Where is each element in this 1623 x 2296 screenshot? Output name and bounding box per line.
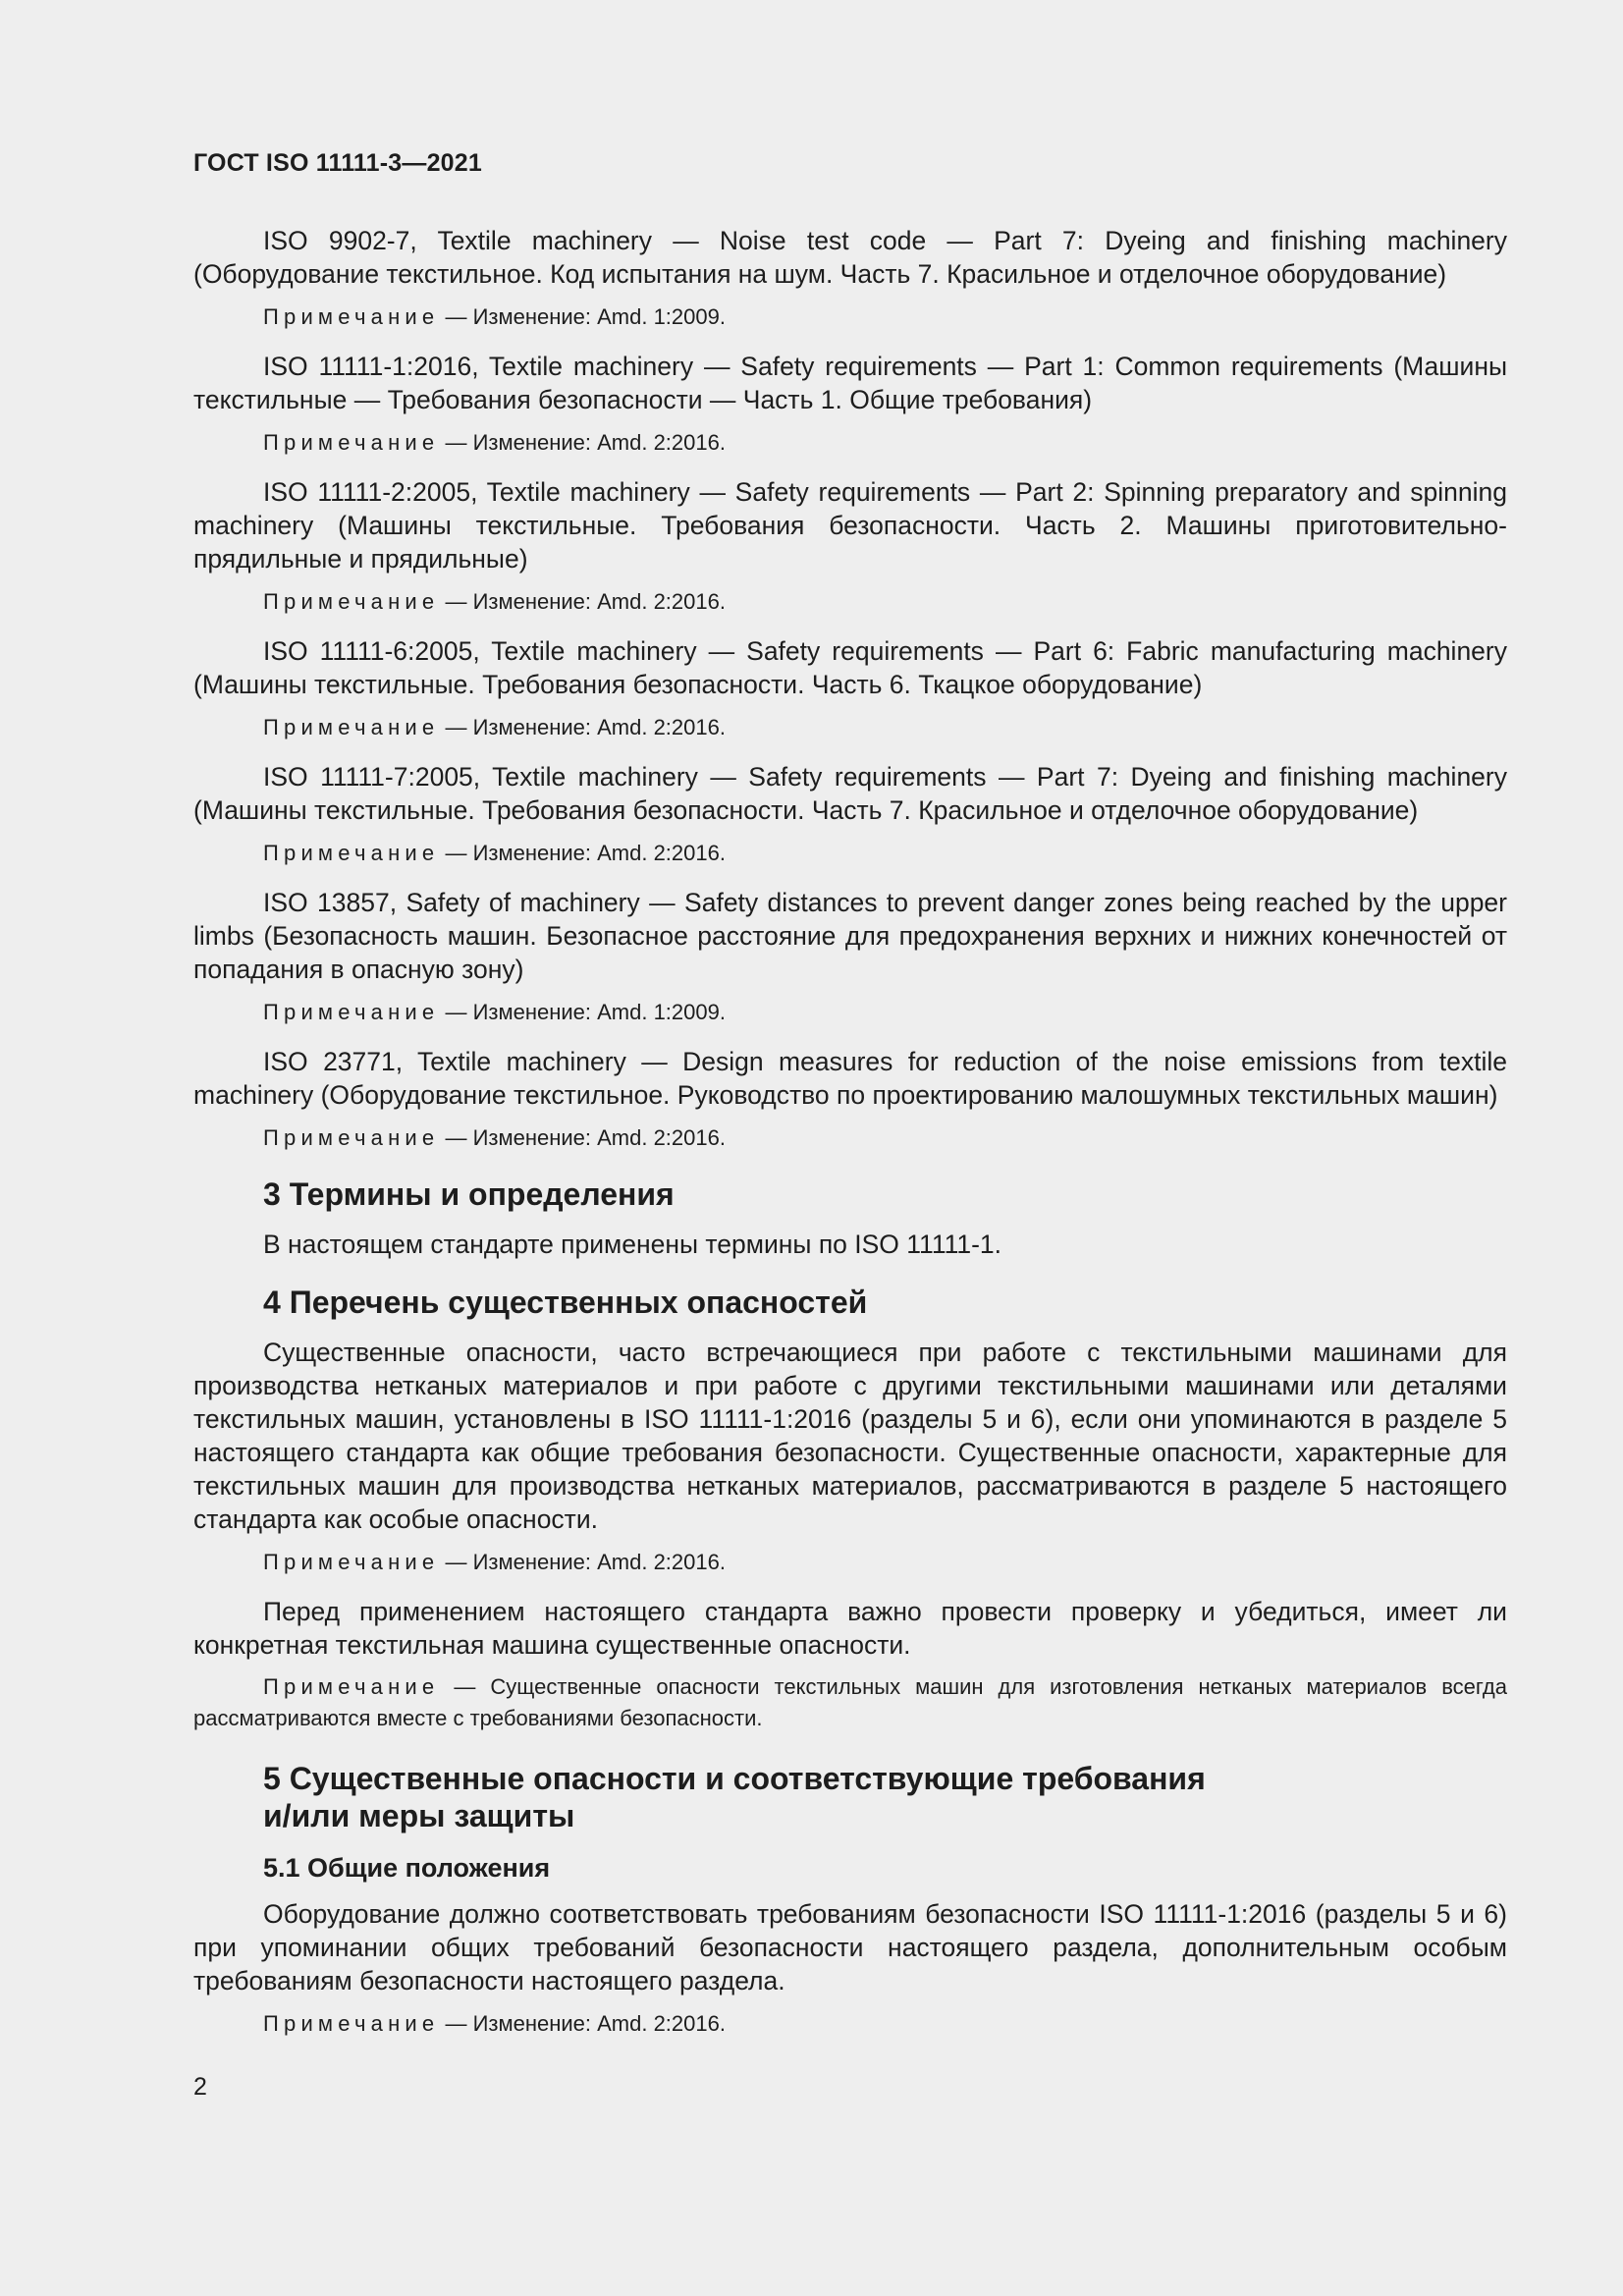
- document-header: ГОСТ ISO 11111-3—2021: [193, 149, 482, 177]
- note-label: Примечание: [263, 304, 440, 329]
- note-label: Примечание: [263, 1000, 440, 1024]
- subsection-5-1-note: [193, 2009, 1507, 2039]
- note-text: — Изменение: Amd. 2:2016.: [439, 841, 726, 865]
- reference-note: [193, 428, 1507, 458]
- section-5-heading-line-2: и/или меры защиты: [263, 1798, 575, 1833]
- note-text: — Изменение: Amd. 2:2016.: [439, 589, 726, 614]
- note-label: Примечание: [263, 2011, 440, 2036]
- reference-note: [193, 839, 1507, 868]
- note-text: — Изменение: Amd. 2:2016.: [439, 1125, 726, 1150]
- note-label: Примечание: [263, 1550, 440, 1574]
- note-text: — Изменение: Amd. 1:2009.: [439, 304, 726, 329]
- note-label: Примечание: [263, 430, 440, 455]
- reference-iso-11111-2: ISO 11111-2:2005, Textile machinery — Safety requirements — Part 2: Spinning preparatory and spinning machinery (Машины текстильные. Требования безопасности. Часть 2. Машины приготовительно-прядильные и прядильные): [193, 477, 1507, 574]
- reference-note: [193, 1123, 1507, 1153]
- section-3-heading: 3 Термины и определения: [263, 1176, 675, 1212]
- subsection-5-1-text: Оборудование должно соответствовать требованиям безопасности ISO 11111-1:2016 (разделы 5 и 6) при упоминании общих требований безопасности настоящего раздела, дополнительным особым требованиям безопасности настоящего раздела.: [193, 1899, 1507, 1995]
- reference-note: [193, 302, 1507, 332]
- document-body: [193, 224, 1507, 2056]
- reference-iso-23771: ISO 23771, Textile machinery — Design measures for reduction of the noise emissions from textile machinery (Оборудование текстильное. Руководство по проектированию малошумных текстильных машин): [193, 1047, 1507, 1110]
- section-4-note-2: [193, 1671, 1507, 1734]
- note-text: — Существенные опасности текстильных машин для изготовления нетканых материалов всегда рассматриваются вместе с требованиями безопасности.: [193, 1674, 1507, 1730]
- subsection-5-1-heading: 5.1 Общие положения: [263, 1853, 551, 1883]
- section-4-paragraph-2: Перед применением настоящего стандарта важно провести проверку и убедиться, имеет ли конкретная текстильная машина существенные опасности.: [193, 1597, 1507, 1660]
- reference-note: [193, 713, 1507, 742]
- reference-iso-9902-7: ISO 9902-7, Textile machinery — Noise test code — Part 7: Dyeing and finishing machinery (Оборудование текстильное. Код испытания на шум. Часть 7. Красильное и отделочное оборудование): [193, 226, 1507, 289]
- reference-iso-11111-7: ISO 11111-7:2005, Textile machinery — Safety requirements — Part 7: Dyeing and finishing machinery (Машины текстильные. Требования безопасности. Часть 7. Красильное и отделочное оборудование): [193, 762, 1507, 825]
- section-4-note-1: [193, 1548, 1507, 1577]
- reference-iso-11111-1: ISO 11111-1:2016, Textile machinery — Safety requirements — Part 1: Common requirements (Машины текстильные — Требования безопасности — Часть 1. Общие требования): [193, 352, 1507, 414]
- note-label: Примечание: [263, 1125, 440, 1150]
- note-text: — Изменение: Amd. 2:2016.: [439, 430, 726, 455]
- note-text: — Изменение: Amd. 2:2016.: [439, 715, 726, 739]
- section-5-heading-line-1: 5 Существенные опасности и соответствующие требования: [263, 1761, 1206, 1796]
- note-text: — Изменение: Amd. 2:2016.: [439, 1550, 726, 1574]
- page-number: 2: [193, 2073, 207, 2101]
- note-label: Примечание: [263, 715, 440, 739]
- reference-iso-13857: ISO 13857, Safety of machinery — Safety distances to prevent danger zones being reached by the upper limbs (Безопасность машин. Безопасное расстояние для предохранения верхних и нижних конечностей от попадания в опасную зону): [193, 888, 1507, 984]
- reference-note: [193, 998, 1507, 1027]
- note-text: — Изменение: Amd. 1:2009.: [439, 1000, 726, 1024]
- note-label: Примечание: [263, 589, 440, 614]
- note-label: Примечание: [263, 1674, 440, 1699]
- note-text: — Изменение: Amd. 2:2016.: [439, 2011, 726, 2036]
- section-4-heading: 4 Перечень существенных опасностей: [263, 1285, 868, 1320]
- section-5-heading: [193, 1760, 1507, 1834]
- reference-iso-11111-6: ISO 11111-6:2005, Textile machinery — Safety requirements — Part 6: Fabric manufacturing machinery (Машины текстильные. Требования безопасности. Часть 6. Ткацкое оборудование): [193, 636, 1507, 699]
- section-3-text: В настоящем стандарте применены термины по ISO 11111-1.: [263, 1230, 1002, 1259]
- note-label: Примечание: [263, 841, 440, 865]
- section-4-paragraph-1: Существенные опасности, часто встречающиеся при работе с текстильными машинами для производства нетканых материалов и при работе с другими текстильными машинами или деталями текстильных машин, установлены в ISO 11111-1:2016 (разделы 5 и 6), если они упоминаются в разделе 5 настоящего стандарта как общие требования безопасности. Существенные опасности, характерные для текстильных машин для производства нетканых материалов, рассматриваются в разделе 5 настоящего стандарта как особые опасности.: [193, 1338, 1507, 1534]
- reference-note: [193, 587, 1507, 617]
